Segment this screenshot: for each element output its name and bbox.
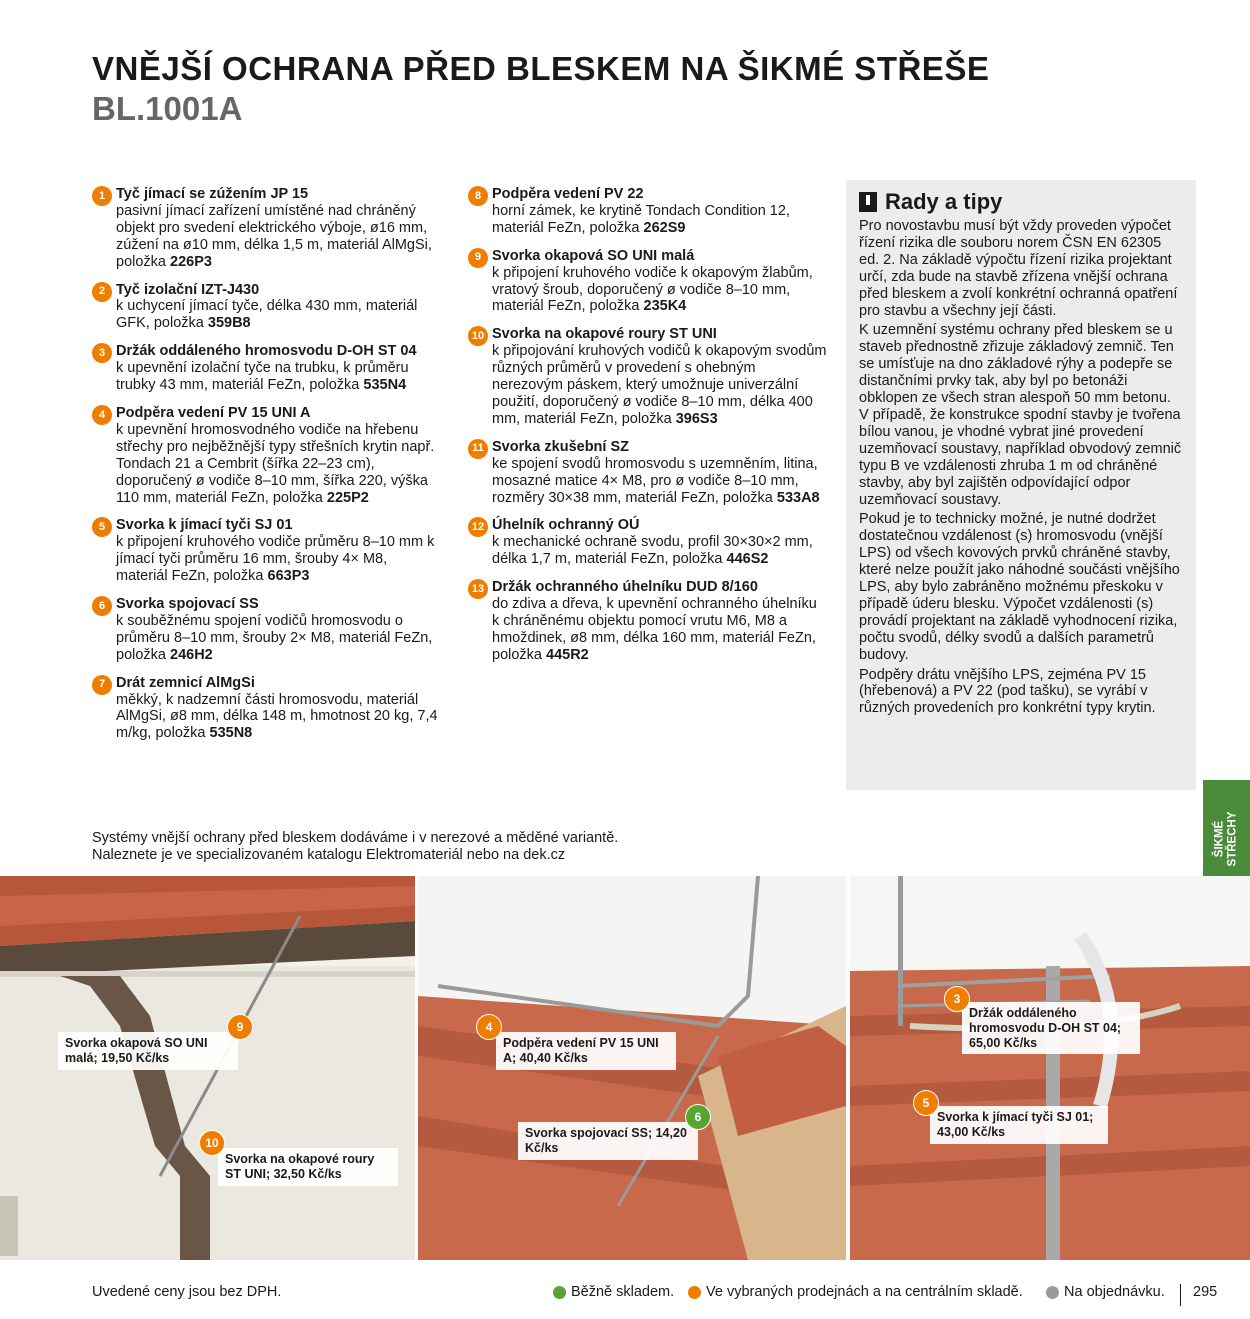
item-description: do zdiva a dřeva, k upevnění ochranného úhelníku k chráněnému objektu pomocí vrutu M6, M8 a hmoždinek, ø8 mm, délka 160 mm, materiál FeZn, položka 445R2 bbox=[492, 596, 817, 663]
item-title: Svorka spojovací SS bbox=[116, 596, 259, 613]
variant-note bbox=[92, 830, 618, 864]
callout-item-3: Držák oddáleného hromosvodu D-OH ST 04; 65,00 Kč/ks bbox=[962, 1002, 1140, 1054]
price: 32,50 Kč/ks bbox=[273, 1167, 342, 1181]
item-description: ke spojení svodů hromosvodu s uzemněním, litina, mosazné matice 4× M8, pro ø vodiče 8–10 mm, rozměry 30×38 mm, materiál FeZn, položka 533A8 bbox=[492, 455, 820, 506]
tips-paragraph: Pokud je to technicky možné, je nutné dodržet dostatečnou vzdálenost (s) hromosvodu (vnější LPS) od všech kovových prvků chráněné stavby, které nelze použít jako náhodné součásti vnějšího LPS, aby bylo zabráněno možnému přeskoku v případě úderu blesku. Výpočet vzdálenosti (s) provádí projektant na základě vyhodnocení rizika, počtu svodů, délky svodů a dalších parametrů budovy. bbox=[859, 511, 1180, 663]
orange-dot-icon bbox=[688, 1286, 701, 1299]
item-code: 262S9 bbox=[643, 219, 686, 236]
item-description: k upevnění hromosvodného vodiče na hřebenu střechy pro nejběžnější typy střešních krytin např. Tondach 21 a Cembrit (šířka 22–23 cm), doporučený ø vodiče 8–10 mm, šířka 220, výška 110 mm, materiál FeZn, položka 225P2 bbox=[116, 421, 435, 506]
product-item bbox=[92, 186, 442, 271]
callout-item-10: Svorka na okapové roury ST UNI; 32,50 Kč/ks bbox=[218, 1148, 398, 1186]
item-code: 396S3 bbox=[675, 410, 718, 427]
photo-mast bbox=[850, 876, 1250, 1260]
legend-selected-stores: Ve vybraných prodejnách a na centrálním skladě. bbox=[688, 1284, 1023, 1300]
photo-gutter bbox=[0, 876, 415, 1260]
variant-note-line2: Naleznete je ve specializovaném katalogu Elektromateriál nebo na dek.cz bbox=[92, 847, 566, 863]
exclamation-icon bbox=[859, 192, 877, 212]
page-number: 295 bbox=[1193, 1284, 1218, 1300]
item-number: 7 bbox=[92, 675, 112, 695]
vat-note: Uvedené ceny jsou bez DPH. bbox=[92, 1284, 282, 1300]
item-code: 535N8 bbox=[209, 725, 253, 742]
item-number: 6 bbox=[92, 596, 112, 616]
product-item bbox=[468, 186, 828, 237]
item-number: 4 bbox=[92, 405, 112, 425]
item-number: 9 bbox=[468, 248, 488, 268]
item-description: k připojování kruhových vodičů k okapovým svodům různých průměrů v provedení s ohebným nerezovým páskem, který umožnuje univerzální použití, doporučený ø vodiče 8–10 mm, délka 400 mm, materiál FeZn, položka 396S3 bbox=[492, 343, 827, 427]
green-dot-icon bbox=[553, 1286, 566, 1299]
item-code: 225P2 bbox=[326, 489, 369, 506]
item-code: 226P3 bbox=[170, 253, 212, 270]
item-description: pasivní jímací zařízení umístěné nad chráněný objekt pro svedení elektrického výboje, ø16 mm, zúžení na ø10 mm, délka 1,5 m, materiál AlMgSi, položka 226P3 bbox=[116, 202, 432, 270]
item-title: Svorka k jímací tyči SJ 01 bbox=[116, 517, 293, 534]
item-title: Drát zemnicí AlMgSi bbox=[116, 674, 255, 691]
item-code: 446S2 bbox=[726, 551, 769, 568]
item-code: 533A8 bbox=[776, 489, 820, 506]
photo-ridge bbox=[418, 876, 846, 1260]
price: 14,20 Kč/ks bbox=[525, 1126, 687, 1155]
legend-in-stock: Běžně skladem. bbox=[553, 1284, 674, 1300]
item-description: k souběžnému spojení vodičů hromosvodu o průměru 8–10 mm, šrouby 2× M8, materiál FeZn, položka 246H2 bbox=[116, 612, 433, 663]
item-code: 246H2 bbox=[170, 646, 213, 663]
item-title: Podpěra vedení PV 22 bbox=[492, 186, 644, 202]
price: 65,00 Kč/ks bbox=[969, 1036, 1038, 1050]
item-number: 2 bbox=[92, 282, 112, 302]
product-item bbox=[468, 439, 828, 507]
tips-paragraph: Pro novostavbu musí být vždy proveden výpočet řízení rizika dle souboru norem ČSN EN 62305 ed. 2. Na základě výpočtu řízení rizika projektant určí, zda bude na stavbě zřízena vnější ochrana před bleskem a zvolí konkrétní ochranná opatření pro stavbu a všechny její části. bbox=[859, 218, 1178, 319]
tips-paragraph: Podpěry drátu vnějšího LPS, zejména PV 15 (hřebenová) a PV 22 (pod tašku), se vyrábí v různých provedeních pro konkrétní typy krytin. bbox=[859, 666, 1156, 717]
item-number: 8 bbox=[468, 186, 488, 206]
item-title: Držák oddáleného hromosvodu D-OH ST 04 bbox=[116, 343, 417, 360]
footer-divider bbox=[1180, 1284, 1181, 1306]
item-code: 663P3 bbox=[267, 568, 310, 585]
variant-note-line1: Systémy vnější ochrany před bleskem dodáváme i v nerezové a měděné variantě. bbox=[92, 830, 619, 846]
item-number: 3 bbox=[92, 343, 112, 363]
marker-6: 6 bbox=[685, 1104, 711, 1130]
item-description: měkký, k nadzemní části hromosvodu, materiál AlMgSi, ø8 mm, délka 148 m, hmotnost 20 kg, 7,4 m/kg, položka 535N8 bbox=[116, 691, 438, 742]
grey-dot-icon bbox=[1046, 1286, 1059, 1299]
marker-5: 5 bbox=[913, 1090, 939, 1116]
marker-10: 10 bbox=[199, 1130, 225, 1156]
item-title: Svorka na okapové roury ST UNI bbox=[492, 326, 717, 343]
price: 43,00 Kč/ks bbox=[937, 1125, 1006, 1139]
item-title: Svorka okapová SO UNI malá bbox=[492, 247, 695, 264]
marker-4: 4 bbox=[476, 1014, 502, 1040]
items-column-middle bbox=[468, 186, 828, 675]
product-item bbox=[468, 517, 828, 568]
product-item bbox=[92, 517, 442, 585]
mast-illustration bbox=[850, 876, 1250, 1260]
item-title: Tyč jímací se zúžením JP 15 bbox=[116, 186, 309, 202]
price: 19,50 Kč/ks bbox=[101, 1051, 170, 1065]
page-title: VNĚJŠÍ OCHRANA PŘED BLESKEM NA ŠIKMÉ STŘEŠE bbox=[92, 50, 990, 87]
item-title: Podpěra vedení PV 15 UNI A bbox=[116, 404, 311, 421]
product-item bbox=[92, 282, 442, 333]
item-description: horní zámek, ke krytině Tondach Condition 12, materiál FeZn, položka 262S9 bbox=[492, 202, 790, 236]
marker-9: 9 bbox=[227, 1014, 253, 1040]
tips-heading bbox=[859, 188, 1184, 214]
product-item bbox=[468, 579, 828, 664]
item-number: 12 bbox=[468, 517, 488, 537]
item-description: k připojení kruhového vodiče k okapovým žlabům, vratový šroub, doporučený ø vodiče 8–10 mm, materiál FeZn, položka 235K4 bbox=[492, 264, 813, 315]
item-description: k uchycení jímací tyče, délka 430 mm, materiál GFK, položka 359B8 bbox=[116, 298, 418, 332]
callout-item-9: Svorka okapová SO UNI malá; 19,50 Kč/ks bbox=[58, 1032, 238, 1070]
item-code: 445R2 bbox=[546, 646, 589, 663]
item-number: 5 bbox=[92, 517, 112, 537]
item-description: k upevnění izolační tyče na trubku, k průměru trubky 43 mm, materiál FeZn, položka 535N4 bbox=[116, 360, 409, 394]
item-code: 359B8 bbox=[207, 315, 251, 332]
callout-item-5: Svorka k jímací tyči SJ 01; 43,00 Kč/ks bbox=[930, 1106, 1108, 1144]
item-title: Úhelník ochranný OÚ bbox=[492, 517, 640, 534]
item-number: 13 bbox=[468, 579, 488, 599]
product-item bbox=[92, 405, 442, 506]
item-title: Držák ochranného úhelníku DUD 8/160 bbox=[492, 579, 758, 596]
item-title: Svorka zkušební SZ bbox=[492, 438, 629, 455]
product-item bbox=[92, 596, 442, 664]
product-code: BL.1001A bbox=[92, 90, 243, 127]
items-column-left bbox=[92, 186, 442, 753]
product-item bbox=[92, 675, 442, 743]
section-tab-line1: ŠIKMÉ bbox=[1213, 820, 1226, 857]
item-description: k mechanické ochraně svodu, profil 30×30×2 mm, délka 1,7 m, materiál FeZn, položka 446S2 bbox=[492, 534, 813, 568]
product-item bbox=[468, 326, 828, 427]
price: 40,40 Kč/ks bbox=[519, 1051, 588, 1065]
product-item bbox=[92, 343, 442, 394]
item-number: 1 bbox=[92, 186, 112, 206]
item-number: 11 bbox=[468, 439, 488, 459]
legend-on-order: Na objednávku. bbox=[1046, 1284, 1165, 1300]
tips-paragraph: K uzemnění systému ochrany před bleskem se u staveb přednostně zřizuje základový zemnič. Ten se umísťuje na dno základové rýhy a podepře se distančními prvky tak, aby byl po betonáži obklopen ze všech stran alespoň 50 mm betonu. V případě, že konstrukce spodní stavby je tvořena bílou vanou, je vhodné vybrat jiné provedení uzemňovací soustavy, například obvodový zemnič typu B ve vzdálenosti zhruba 1 m od chráněné stavby, aby byl zajištěn odpovídající odpor uzemňovací soustavy. bbox=[859, 322, 1182, 508]
item-title: Tyč izolační IZT-J430 bbox=[116, 281, 260, 298]
section-tab-line2: STŘECHY bbox=[1226, 811, 1239, 866]
tips-title: Rady a tipy bbox=[885, 188, 1003, 214]
item-description: k připojení kruhového vodiče průměru 8–10 mm k jímací tyči průměru 16 mm, šrouby 4× M8, materiál FeZn, položka 663P3 bbox=[116, 534, 435, 585]
product-item bbox=[468, 248, 828, 316]
item-number: 10 bbox=[468, 326, 488, 346]
callout-item-6: Svorka spojovací SS; 14,20 Kč/ks bbox=[518, 1122, 698, 1160]
callout-item-4: Podpěra vedení PV 15 UNI A; 40,40 Kč/ks bbox=[496, 1032, 676, 1070]
item-code: 235K4 bbox=[643, 298, 687, 315]
tips-box bbox=[846, 180, 1196, 790]
item-code: 535N4 bbox=[363, 377, 407, 394]
marker-3: 3 bbox=[944, 986, 970, 1012]
